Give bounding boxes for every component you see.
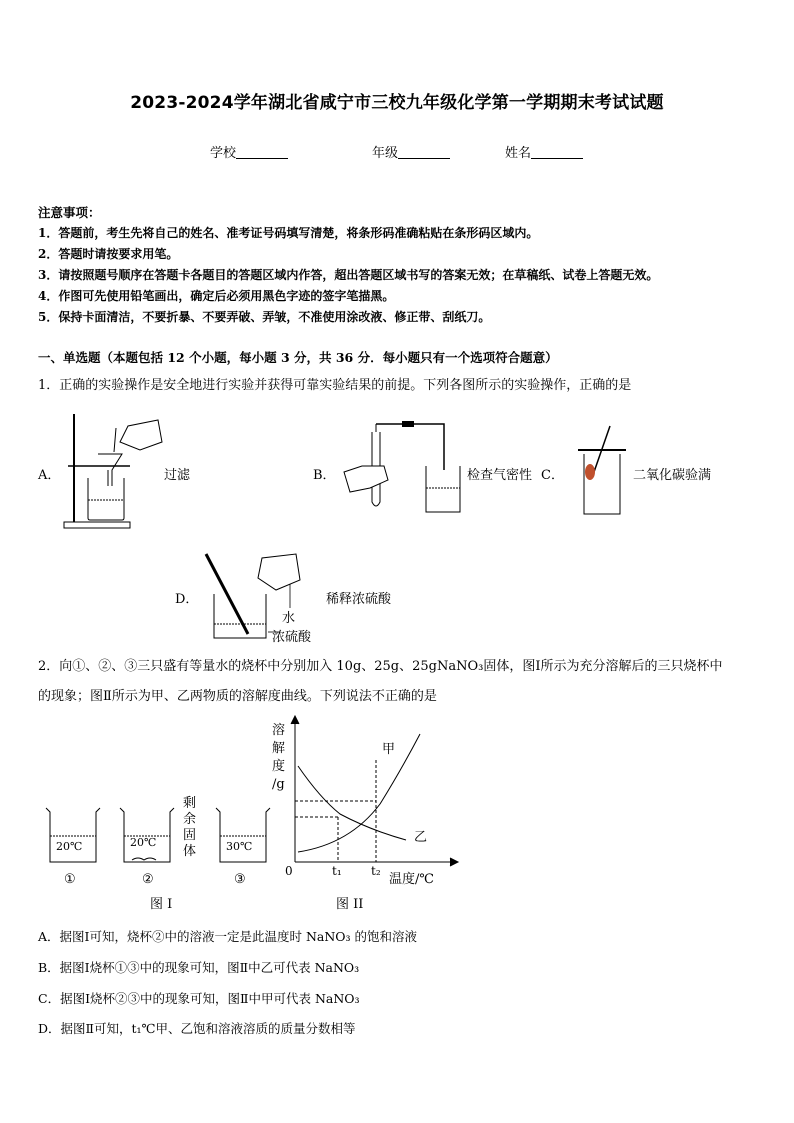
- residue-label: 剩 余 固 体: [183, 796, 197, 859]
- chart-xlabel: 温度/℃: [389, 872, 434, 887]
- beaker-3: [212, 806, 272, 868]
- chart-tick-t1: t₁: [332, 864, 342, 878]
- option-d-letter: D．: [175, 592, 199, 607]
- beaker-2-mark: ②: [142, 872, 154, 887]
- filtration-apparatus-figure: [60, 408, 170, 533]
- q2-option-d: D．据图Ⅱ可知，t₁℃甲、乙饱和溶液溶质的质量分数相等: [38, 1021, 356, 1036]
- label-water: 水: [282, 611, 296, 626]
- beaker-2-temp: 20℃: [130, 836, 157, 849]
- note-item: 3．请按照题号顺序在答题卡各题目的答题区域内作答，超出答题区域书写的答案无效；在草稿纸、试卷上答题无效。: [38, 268, 659, 282]
- beaker-1: [42, 806, 102, 868]
- option-c-letter: C．: [541, 468, 564, 483]
- option-c-caption: 二氧化碳验满: [633, 468, 712, 483]
- note-item: 5．保持卡面清洁，不要折暴、不要弄破、弄皱，不准使用涂改液、修正带、刮纸刀。: [38, 310, 491, 324]
- option-d-caption: 稀释浓硫酸: [326, 592, 392, 607]
- figure-2-caption: 图 II: [336, 897, 364, 912]
- curve-yi-label: 乙: [414, 830, 428, 845]
- option-a-caption: 过滤: [164, 468, 191, 483]
- airtightness-apparatus-figure: [340, 420, 465, 520]
- notes-heading: 注意事项：: [38, 205, 101, 220]
- note-item: 4．作图可先使用铅笔画出，确定后必须用黑色字迹的签字笔描黑。: [38, 289, 395, 303]
- chart-ylabel: 溶 解 度 /g: [272, 723, 286, 792]
- chart-origin: 0: [285, 864, 293, 878]
- chart-tick-t2: t₂: [371, 864, 381, 878]
- note-item: 2．答题时请按要求用笔。: [38, 247, 179, 261]
- school-field: 学校: [210, 142, 288, 161]
- beaker-3-temp: 30℃: [226, 840, 253, 853]
- co2-test-figure: [574, 426, 630, 518]
- curve-jia-label: 甲: [382, 742, 396, 757]
- page-title: 2023-2024学年湖北省咸宁市三校九年级化学第一学期期末考试试题: [130, 93, 664, 113]
- curve-yi: [298, 766, 406, 840]
- beaker-3-mark: ③: [234, 872, 246, 887]
- note-item: 1．答题前，考生先将自己的姓名、准考证号码填写清楚，将条形码准确粘贴在条形码区域内。: [38, 226, 539, 240]
- question-2-stem-line-2: 的现象；图Ⅱ所示为甲、乙两物质的溶解度曲线。下列说法不正确的是: [38, 689, 437, 704]
- q2-option-c: C．据图Ⅰ烧杯②③中的现象可知，图Ⅱ中甲可代表 NaNO₃: [38, 991, 360, 1006]
- q2-option-a: A．据图Ⅰ可知，烧杯②中的溶液一定是此温度时 NaNO₃ 的饱和溶液: [38, 929, 417, 944]
- beaker-1-temp: 20℃: [56, 840, 83, 853]
- beaker-1-mark: ①: [64, 872, 76, 887]
- curve-jia: [298, 734, 420, 852]
- label-conc-acid: 浓硫酸: [272, 630, 312, 645]
- option-a-letter: A．: [38, 468, 61, 483]
- question-2-stem-line-1: 2．向①、②、③三只盛有等量水的烧杯中分别加入 10g、25g、25gNaNO₃固体，图Ⅰ所示为充分溶解后的三只烧杯中: [38, 659, 723, 674]
- option-b-letter: B．: [313, 468, 336, 483]
- solubility-chart: [270, 714, 470, 894]
- q2-option-b: B．据图Ⅰ烧杯①③中的现象可知，图Ⅱ中乙可代表 NaNO₃: [38, 960, 360, 975]
- option-b-caption: 检查气密性: [467, 468, 533, 483]
- figure-1-caption: 图 I: [150, 897, 173, 912]
- section-title: 一、单选题（本题包括 12 个小题，每小题 3 分，共 36 分．每小题只有一个选项符合题意）: [38, 350, 558, 365]
- name-field: 姓名: [505, 142, 583, 161]
- grade-field: 年级: [372, 142, 450, 161]
- question-1-stem: 1．正确的实验操作是安全地进行实验并获得可靠实验结果的前提。下列各图所示的实验操作，正确的是: [38, 378, 632, 393]
